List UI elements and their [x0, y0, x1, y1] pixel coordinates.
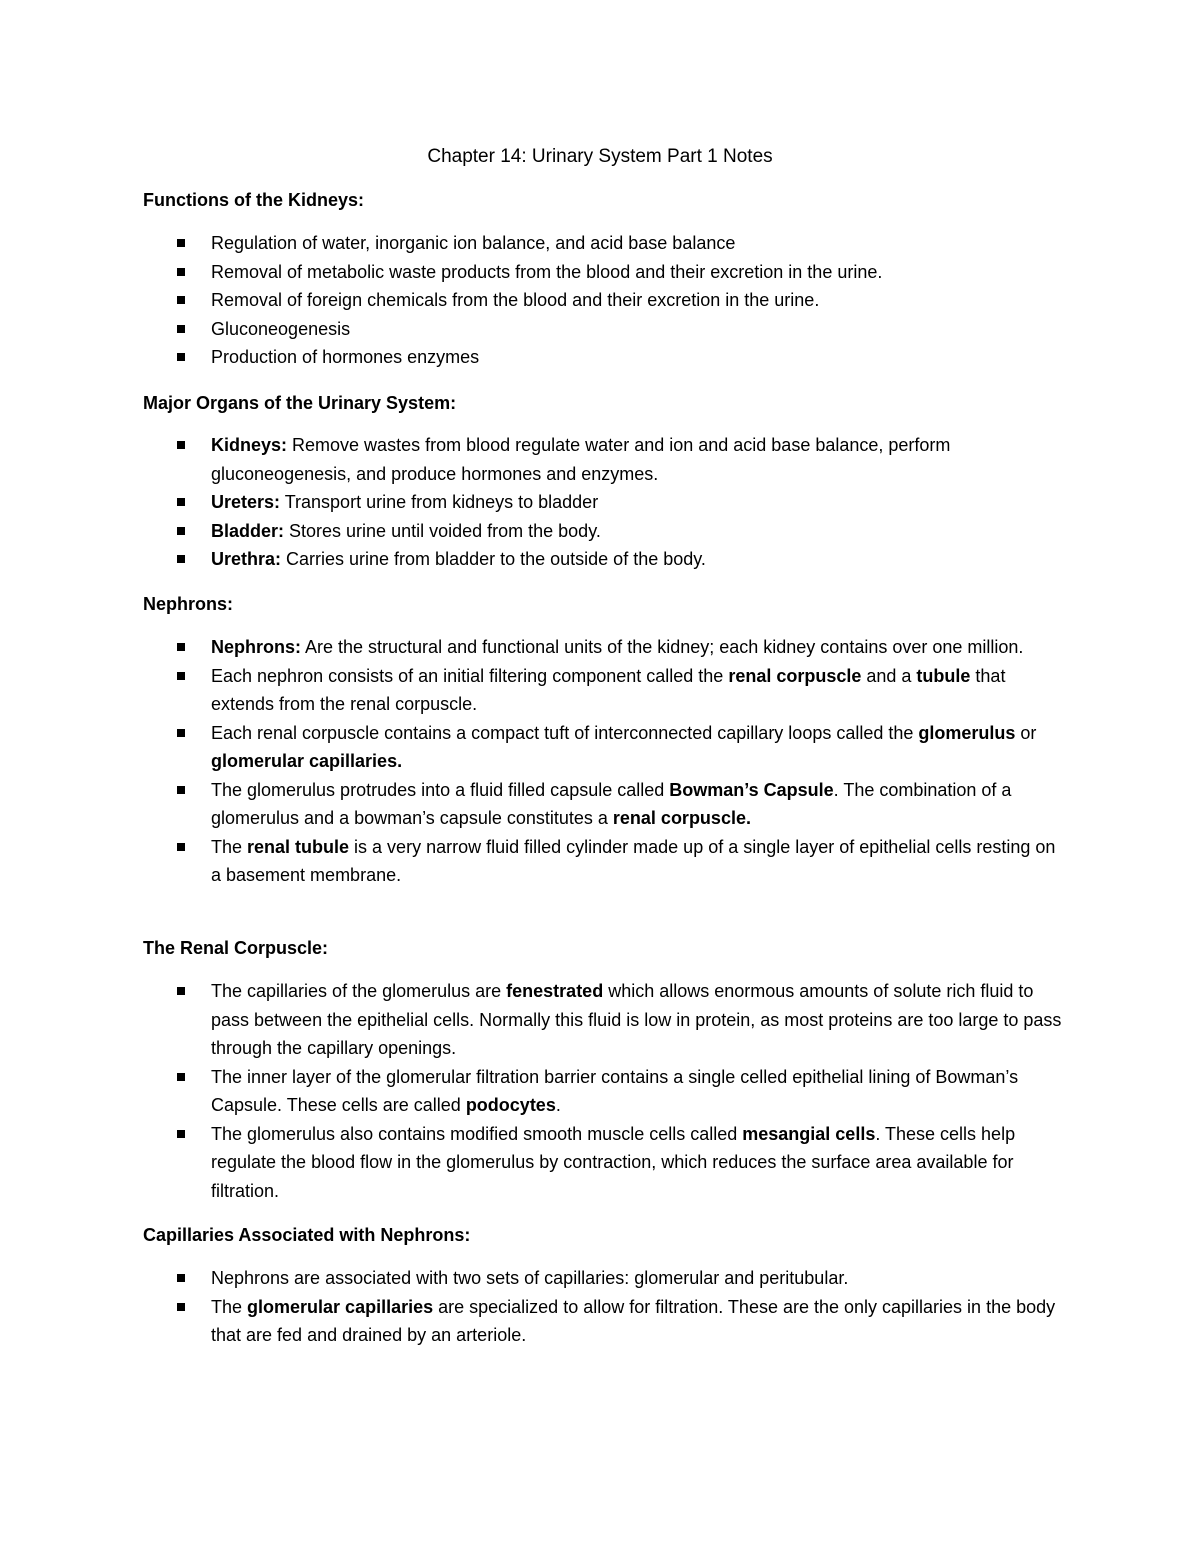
- list-item: The glomerulus also contains modified smooth muscle cells called mesangial cells. These cells help regulate the blood flow in the glomerulus by contraction, which reduces the surface area available for filtration.: [143, 1120, 1063, 1206]
- term-label: Kidneys:: [211, 435, 288, 455]
- list-item: Nephrons: Are the structural and functional units of the kidney; each kidney contains over one million.: [143, 633, 1063, 662]
- list-item: Urethra: Carries urine from bladder to the outside of the body.: [143, 545, 1063, 574]
- square-bullet-icon: [177, 441, 185, 449]
- list-item: Ureters: Transport urine from kidneys to bladder: [143, 488, 1063, 517]
- square-bullet-icon: [177, 555, 185, 563]
- square-bullet-icon: [177, 1073, 185, 1081]
- capillaries-list: [143, 1264, 1063, 1350]
- square-bullet-icon: [177, 987, 185, 995]
- list-item: The capillaries of the glomerulus are fenestrated which allows enormous amounts of solute rich fluid to pass between the epithelial cells. Normally this fluid is low in protein, as most proteins are too large to pass through the capillary openings.: [143, 977, 1063, 1063]
- list-item: Production of hormones enzymes: [143, 343, 1063, 372]
- square-bullet-icon: [177, 1303, 185, 1311]
- section-heading-organs: Major Organs of the Urinary System:: [143, 393, 457, 413]
- list-item: Each nephron consists of an initial filtering component called the renal corpuscle and a tubule that extends from the renal corpuscle.: [143, 662, 1063, 719]
- square-bullet-icon: [177, 643, 185, 651]
- square-bullet-icon: [177, 786, 185, 794]
- list-item: Removal of foreign chemicals from the blood and their excretion in the urine.: [143, 286, 1063, 315]
- list-item: The renal tubule is a very narrow fluid filled cylinder made up of a single layer of epithelial cells resting on a basement membrane.: [143, 833, 1063, 890]
- square-bullet-icon: [177, 498, 185, 506]
- list-item: The inner layer of the glomerular filtration barrier contains a single celled epithelial lining of Bowman’s Capsule. These cells are called podocytes.: [143, 1063, 1063, 1120]
- square-bullet-icon: [177, 296, 185, 304]
- section-heading-capillaries: Capillaries Associated with Nephrons:: [143, 1225, 471, 1245]
- square-bullet-icon: [177, 843, 185, 851]
- organs-list: [143, 431, 1063, 574]
- square-bullet-icon: [177, 268, 185, 276]
- list-item: Gluconeogenesis: [143, 315, 1063, 344]
- list-item: Regulation of water, inorganic ion balance, and acid base balance: [143, 229, 1063, 258]
- nephrons-list: [143, 633, 1063, 890]
- list-item: Kidneys: Remove wastes from blood regulate water and ion and acid base balance, perform gluconeogenesis, and produce hormones and enzymes.: [143, 431, 1063, 488]
- square-bullet-icon: [177, 1274, 185, 1282]
- functions-list: [143, 229, 1063, 372]
- list-item: The glomerular capillaries are specialized to allow for filtration. These are the only capillaries in the body that are fed and drained by an arteriole.: [143, 1293, 1063, 1350]
- list-item: Each renal corpuscle contains a compact tuft of interconnected capillary loops called the glomerulus or glomerular capillaries.: [143, 719, 1063, 776]
- square-bullet-icon: [177, 527, 185, 535]
- page-title: Chapter 14: Urinary System Part 1 Notes: [427, 146, 773, 167]
- renal-corpuscle-list: [143, 977, 1063, 1205]
- term-label: Ureters:: [211, 492, 281, 512]
- square-bullet-icon: [177, 325, 185, 333]
- square-bullet-icon: [177, 729, 185, 737]
- list-item: Nephrons are associated with two sets of capillaries: glomerular and peritubular.: [143, 1264, 1063, 1293]
- list-item: Bladder: Stores urine until voided from the body.: [143, 517, 1063, 546]
- square-bullet-icon: [177, 1130, 185, 1138]
- section-heading-renal-corpuscle: The Renal Corpuscle:: [143, 938, 329, 958]
- list-item: Removal of metabolic waste products from the blood and their excretion in the urine.: [143, 258, 1063, 287]
- square-bullet-icon: [177, 239, 185, 247]
- section-heading-nephrons: Nephrons:: [143, 594, 233, 614]
- section-heading-functions: Functions of the Kidneys:: [143, 190, 365, 210]
- term-label: Bladder:: [211, 520, 285, 541]
- square-bullet-icon: [177, 353, 185, 361]
- list-item: The glomerulus protrudes into a fluid filled capsule called Bowman’s Capsule. The combination of a glomerulus and a bowman’s capsule constitutes a renal corpuscle.: [143, 776, 1063, 833]
- square-bullet-icon: [177, 672, 185, 680]
- term-label: Urethra:: [211, 549, 282, 569]
